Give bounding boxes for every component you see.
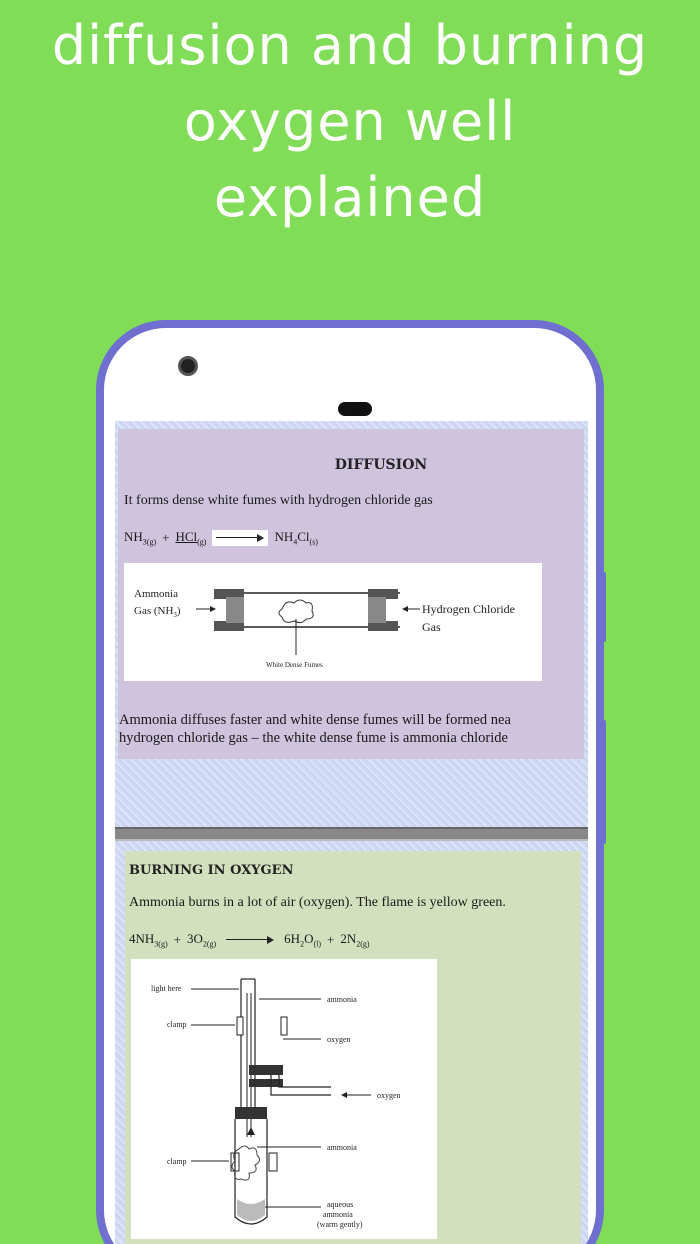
eq-oxygen: $3O_{2(g)}$ <box>186 931 217 949</box>
headline <box>0 8 700 236</box>
label-aqueous-ammonia: ammonia <box>323 1210 353 1219</box>
label-oxygen-top: oxygen <box>327 1035 351 1044</box>
label-ammonia-mid: ammonia <box>327 1143 357 1152</box>
label-ammonia: Ammonia <box>134 588 178 600</box>
app-screen[interactable] <box>115 421 588 1244</box>
diffusion-intro: It forms dense white fumes with hydrogen chloride gas <box>124 493 433 508</box>
diffusion-explanation-line-1: Ammonia diffuses faster and white dense fumes will be formed nea <box>119 712 511 728</box>
section-divider <box>115 827 588 841</box>
eq-plus: + <box>162 529 170 545</box>
label-clamp-top: clamp <box>167 1020 187 1029</box>
label-oxygen-inlet: oxygen <box>377 1091 401 1100</box>
headline-line-3: explained <box>213 166 487 229</box>
phone-speaker <box>338 402 372 416</box>
reaction-arrow-icon <box>222 932 278 948</box>
burning-apparatus-illustration <box>131 959 437 1239</box>
eq-reactant-ammonia: $NH_{3(g)}$ <box>124 529 157 547</box>
burning-intro: Ammonia burns in a lot of air (oxygen). The flame is yellow green. <box>129 895 506 910</box>
label-warm-gently: (warm gently) <box>317 1220 363 1229</box>
reaction-arrow-icon <box>212 530 268 546</box>
label-hcl-gas: Gas <box>422 620 441 634</box>
eq-plus-1: + <box>173 931 181 947</box>
label-white-fumes: White Dense Fumes <box>266 661 323 669</box>
eq-water: $6H_2O_{(l)}$ <box>284 931 322 949</box>
phone-mockup <box>96 320 604 1244</box>
eq-reactant-hcl: HCl$_{(g)}$ <box>175 529 207 547</box>
diffusion-equation <box>124 529 318 547</box>
diffusion-section <box>118 429 584 759</box>
diffusion-diagram <box>124 563 542 681</box>
label-ammonia-top: ammonia <box>327 995 357 1004</box>
headline-line-2: oxygen well <box>183 90 517 153</box>
diffusion-tube-illustration <box>124 563 542 681</box>
label-light-here: light here <box>151 984 182 993</box>
eq-product: $NH_4Cl_{(s)}$ <box>274 529 318 547</box>
diffusion-explanation <box>119 711 588 747</box>
diffusion-title: DIFFUSION <box>334 457 428 473</box>
eq-plus-2: + <box>327 931 335 947</box>
label-hydrogen-chloride: Hydrogen Chloride <box>422 602 515 616</box>
phone-camera <box>178 356 198 376</box>
burning-section <box>125 851 581 1244</box>
label-aqueous: aqueous <box>327 1200 354 1209</box>
burning-equation <box>129 931 370 949</box>
label-clamp-bottom: clamp <box>167 1157 187 1166</box>
burning-title: BURNING IN OXYGEN <box>129 863 294 878</box>
eq-nitrogen: $2N_{2(g)}$ <box>340 931 370 949</box>
burning-diagram <box>131 959 437 1239</box>
eq-ammonia: $4NH_{3(g)}$ <box>129 931 168 949</box>
label-ammonia-gas: Gas $(NH_3)$ <box>134 605 181 619</box>
diffusion-explanation-line-2: hydrogen chloride gas – the white dense fume is ammonia chloride <box>119 730 508 746</box>
headline-line-1: diffusion and burning <box>51 14 649 77</box>
